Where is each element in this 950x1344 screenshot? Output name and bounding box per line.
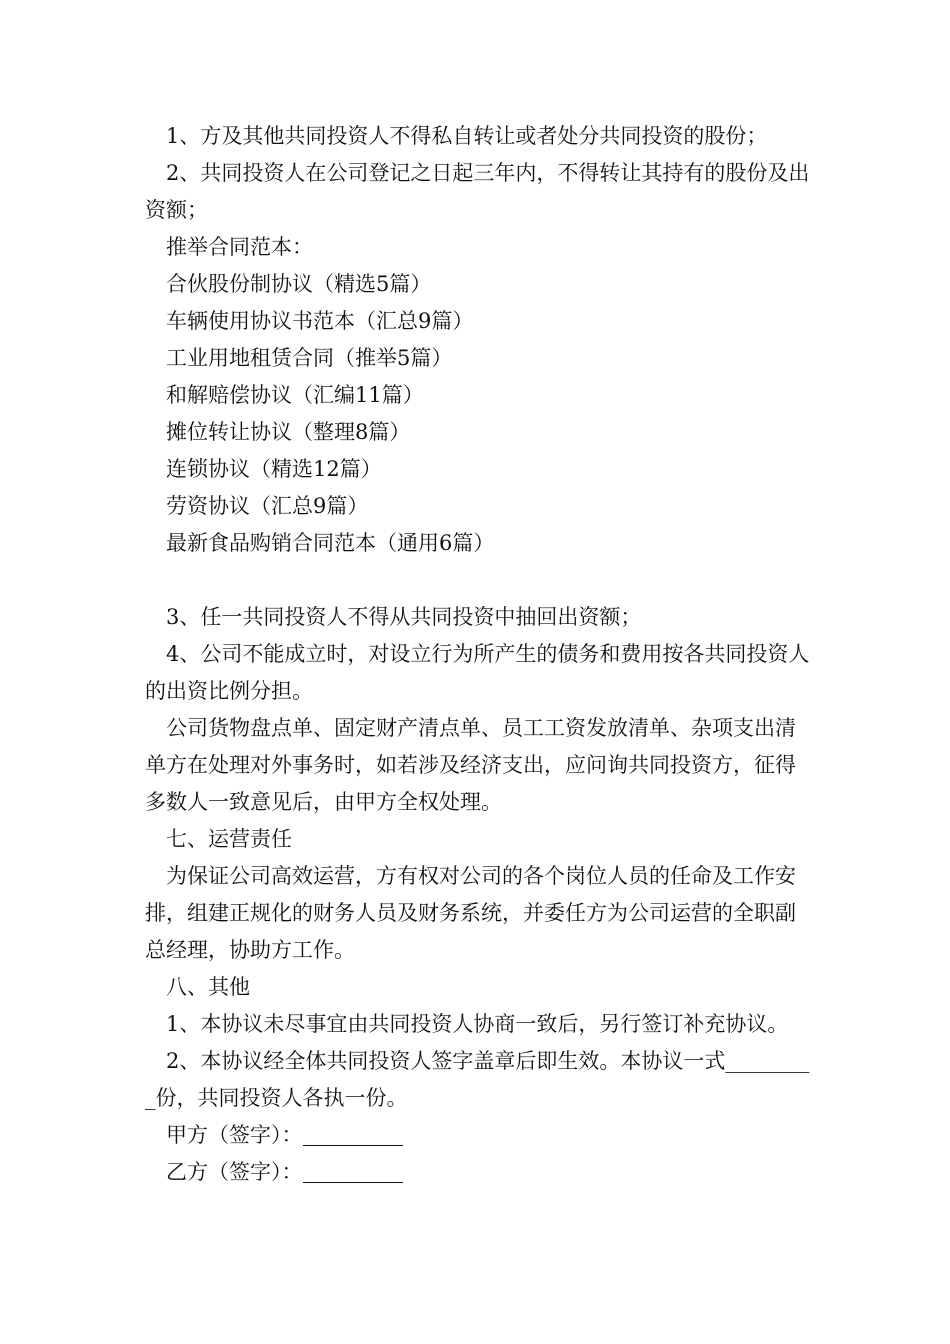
recommended-link-7[interactable]: 劳资协议（汇总9篇） — [166, 494, 369, 518]
signature-party-b-line[interactable] — [303, 1158, 403, 1183]
recommended-link-8[interactable]: 最新食品购销合同范本（通用6篇） — [166, 531, 495, 555]
clause-4: 4、公司不能成立时，对设立行为所产生的债务和费用按各共同投资人的出资比例分担。 — [145, 642, 810, 703]
document-section-top — [145, 118, 810, 562]
recommended-link-4[interactable]: 和解赔偿协议（汇编11篇） — [166, 383, 424, 407]
blank-line — [145, 562, 810, 599]
other-clause-2: 2、本协议经全体共同投资人签字盖章后即生效。本协议一式_________份，共同投资人各执一份。 — [145, 1049, 810, 1110]
recommended-link-5[interactable]: 摊位转让协议（整理8篇） — [166, 420, 411, 444]
clause-1: 1、方及其他共同投资人不得私自转让或者处分共同投资的股份； — [166, 124, 768, 148]
signature-party-a — [145, 1117, 810, 1154]
signature-party-b-label: 乙方（签字）： — [166, 1160, 303, 1184]
other-clause-1: 1、本协议未尽事宜由共同投资人协商一致后，另行签订补充协议。 — [166, 1012, 789, 1036]
recommended-link-3[interactable]: 工业用地租赁合同（推举5篇） — [166, 346, 453, 370]
expense-paragraph: 公司货物盘点单、固定财产清点单、员工工资发放清单、杂项支出清单方在处理对外事务时，如若涉及经济支出，应问询共同投资方，征得多数人一致意见后，由甲方全权处理。 — [145, 716, 796, 814]
section-heading-other: 八、其他 — [166, 975, 250, 999]
signature-party-b — [145, 1154, 810, 1191]
clause-2: 2、共同投资人在公司登记之日起三年内，不得转让其持有的股份及出资额； — [145, 161, 810, 222]
section-heading-operations: 七、运营责任 — [166, 827, 292, 851]
recommended-link-2[interactable]: 车辆使用协议书范本（汇总9篇） — [166, 309, 474, 333]
recommended-link-6[interactable]: 连锁协议（精选12篇） — [166, 457, 382, 481]
operations-paragraph: 为保证公司高效运营，方有权对公司的各个岗位人员的任命及工作安排，组建正规化的财务人员及财务系统，并委任方为公司运营的全职副总经理，协助方工作。 — [145, 864, 796, 962]
clause-3: 3、任一共同投资人不得从共同投资中抽回出资额； — [166, 605, 642, 629]
signature-party-a-label: 甲方（签字）： — [166, 1123, 303, 1147]
signature-party-a-line[interactable] — [303, 1121, 403, 1146]
recommended-heading: 推举合同范本： — [166, 235, 313, 259]
document-section-bottom — [145, 599, 810, 1117]
signature-block — [145, 1117, 810, 1191]
recommended-link-1[interactable]: 合伙股份制协议（精选5篇） — [166, 272, 432, 296]
